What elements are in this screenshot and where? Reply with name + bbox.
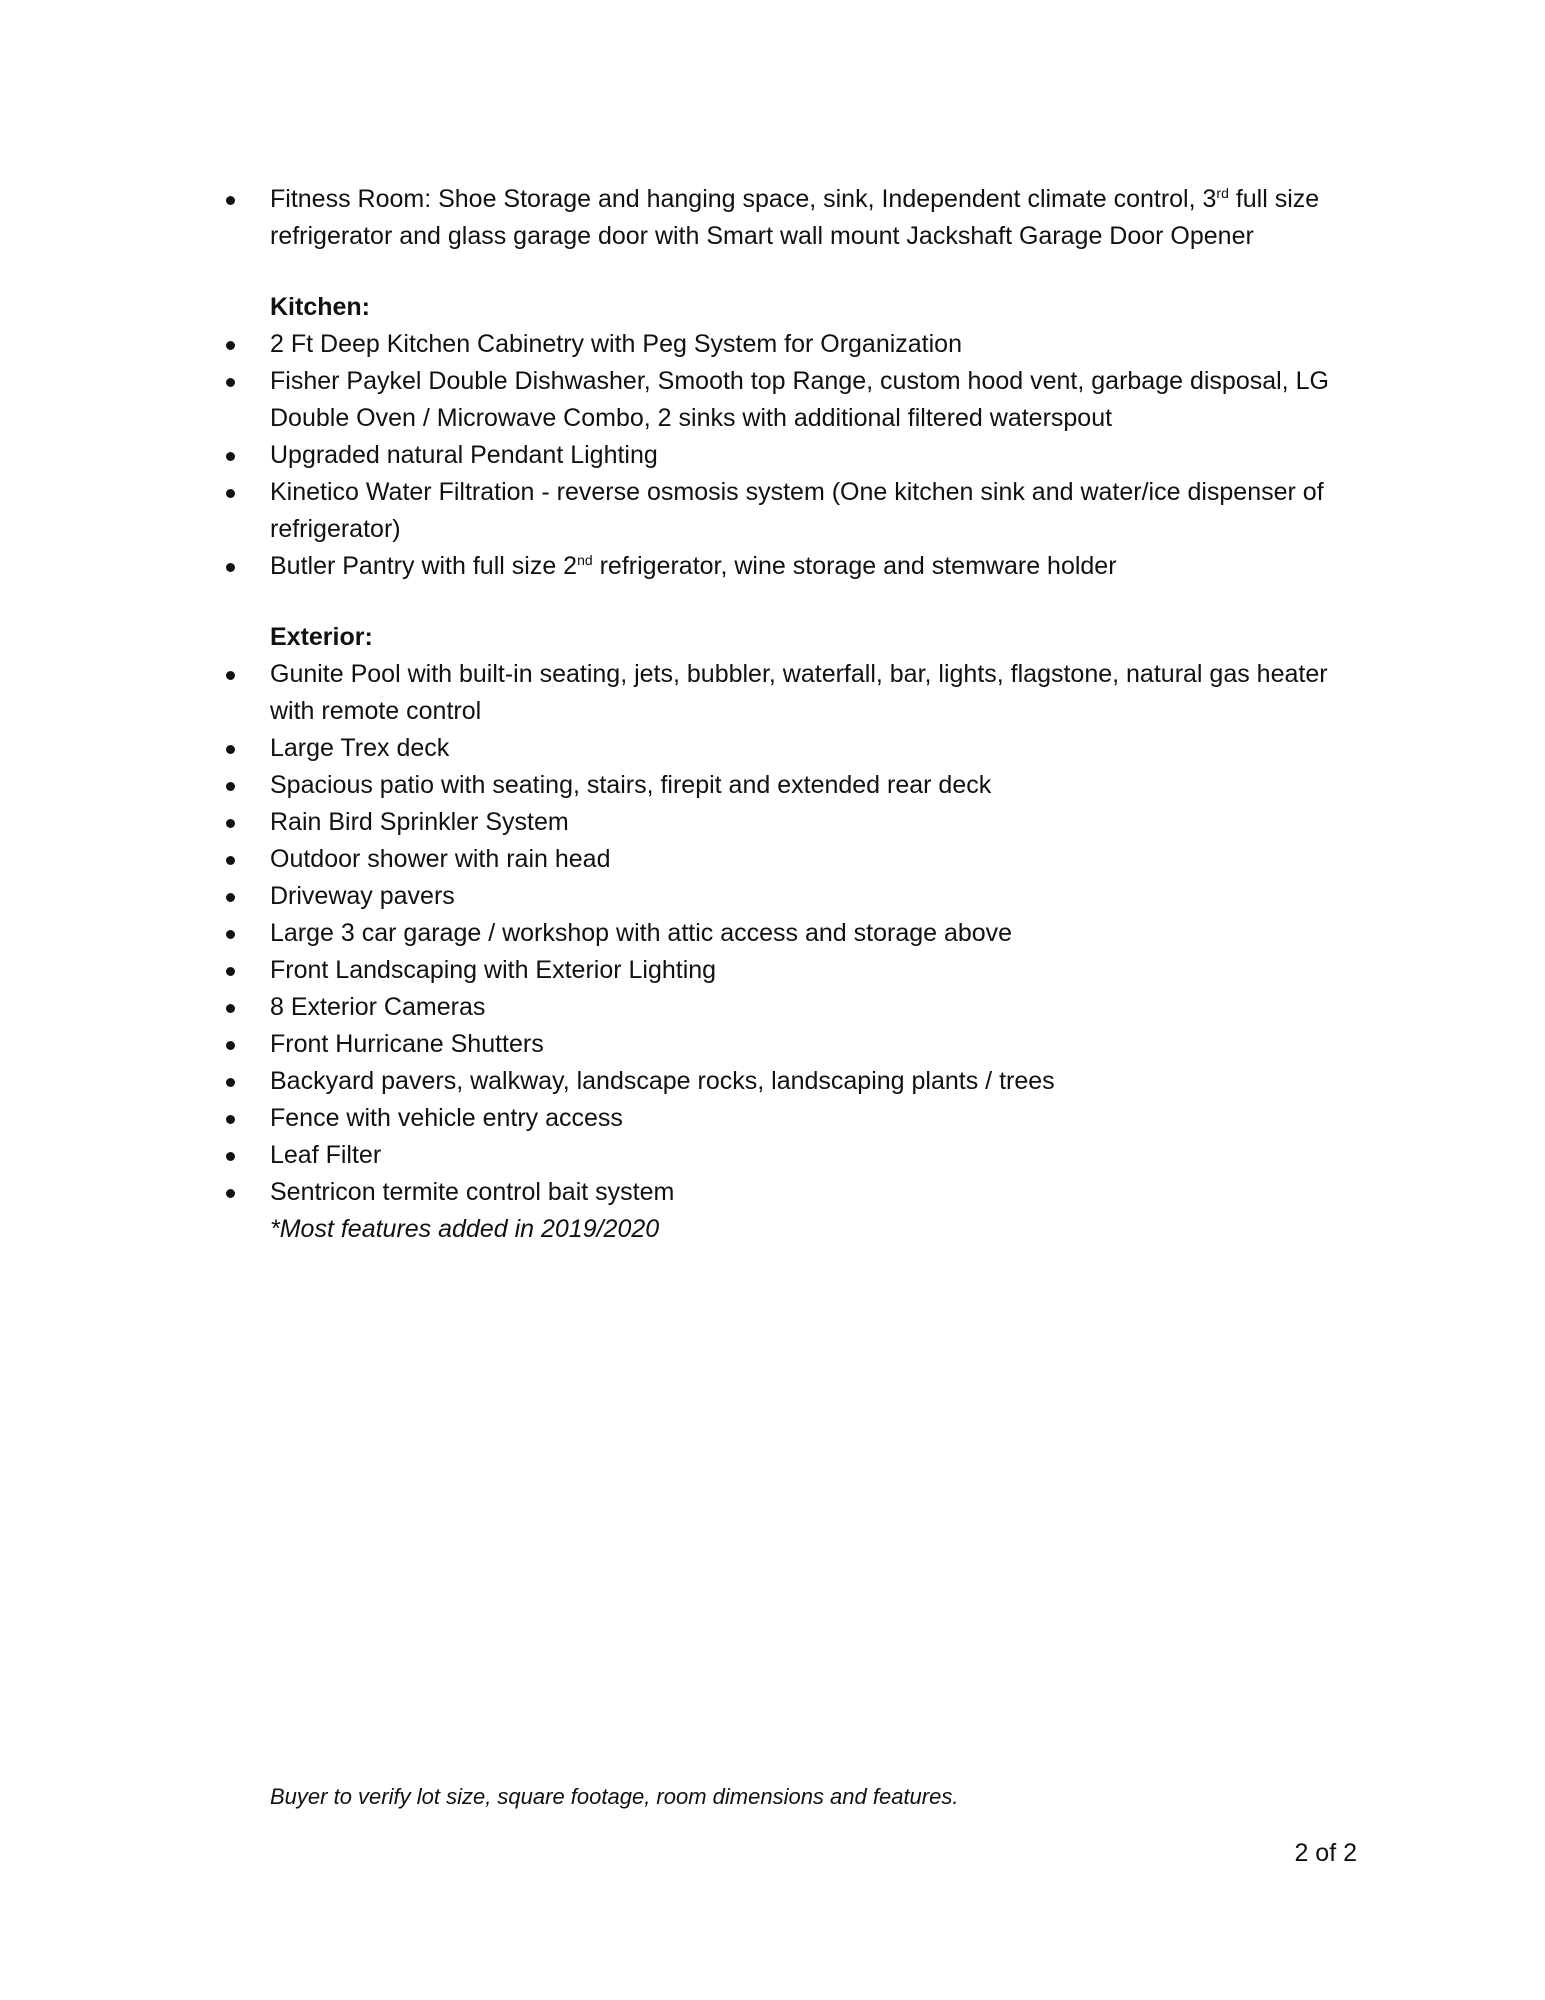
intro-list: [226, 181, 1376, 255]
list-item: Upgraded natural Pendant Lighting: [226, 437, 1376, 474]
kitchen-list: [226, 326, 1376, 585]
list-item: Front Landscaping with Exterior Lighting: [226, 952, 1376, 989]
feature-list-content: [226, 181, 1376, 1248]
list-item: Outdoor shower with rain head: [226, 841, 1376, 878]
list-item: Butler Pantry with full size 2nd refrigerator, wine storage and stemware holder: [226, 548, 1376, 585]
list-item: Driveway pavers: [226, 878, 1376, 915]
list-item: Leaf Filter: [226, 1137, 1376, 1174]
page-number: 2 of 2: [1294, 1839, 1357, 1867]
list-item: Fisher Paykel Double Dishwasher, Smooth top Range, custom hood vent, garbage disposal, LG Double Oven / Microwave Combo, 2 sinks with additional filtered waterspout: [226, 363, 1376, 437]
list-item: Front Hurricane Shutters: [226, 1026, 1376, 1063]
list-item: Large Trex deck: [226, 730, 1376, 767]
list-item: 8 Exterior Cameras: [226, 989, 1376, 1026]
list-item: Kinetico Water Filtration - reverse osmosis system (One kitchen sink and water/ice dispenser of refrigerator): [226, 474, 1376, 548]
list-item: 2 Ft Deep Kitchen Cabinetry with Peg System for Organization: [226, 326, 1376, 363]
exterior-heading: Exterior:: [270, 623, 373, 651]
kitchen-heading: Kitchen:: [270, 293, 370, 321]
list-item: Sentricon termite control bait system: [226, 1174, 1376, 1211]
list-item: Backyard pavers, walkway, landscape rocks, landscaping plants / trees: [226, 1063, 1376, 1100]
features-date-note: *Most features added in 2019/2020: [270, 1215, 660, 1243]
buyer-disclaimer: Buyer to verify lot size, square footage, room dimensions and features.: [270, 1784, 959, 1809]
exterior-list: [226, 656, 1376, 1211]
list-item: Spacious patio with seating, stairs, firepit and extended rear deck: [226, 767, 1376, 804]
list-item: Fence with vehicle entry access: [226, 1100, 1376, 1137]
list-item: Large 3 car garage / workshop with attic access and storage above: [226, 915, 1376, 952]
list-item: Fitness Room: Shoe Storage and hanging space, sink, Independent climate control, 3rd full size refrigerator and glass garage door with Smart wall mount Jackshaft Garage Door Opener: [226, 181, 1376, 255]
list-item: Rain Bird Sprinkler System: [226, 804, 1376, 841]
list-item: Gunite Pool with built-in seating, jets, bubbler, waterfall, bar, lights, flagstone, natural gas heater with remote control: [226, 656, 1376, 730]
